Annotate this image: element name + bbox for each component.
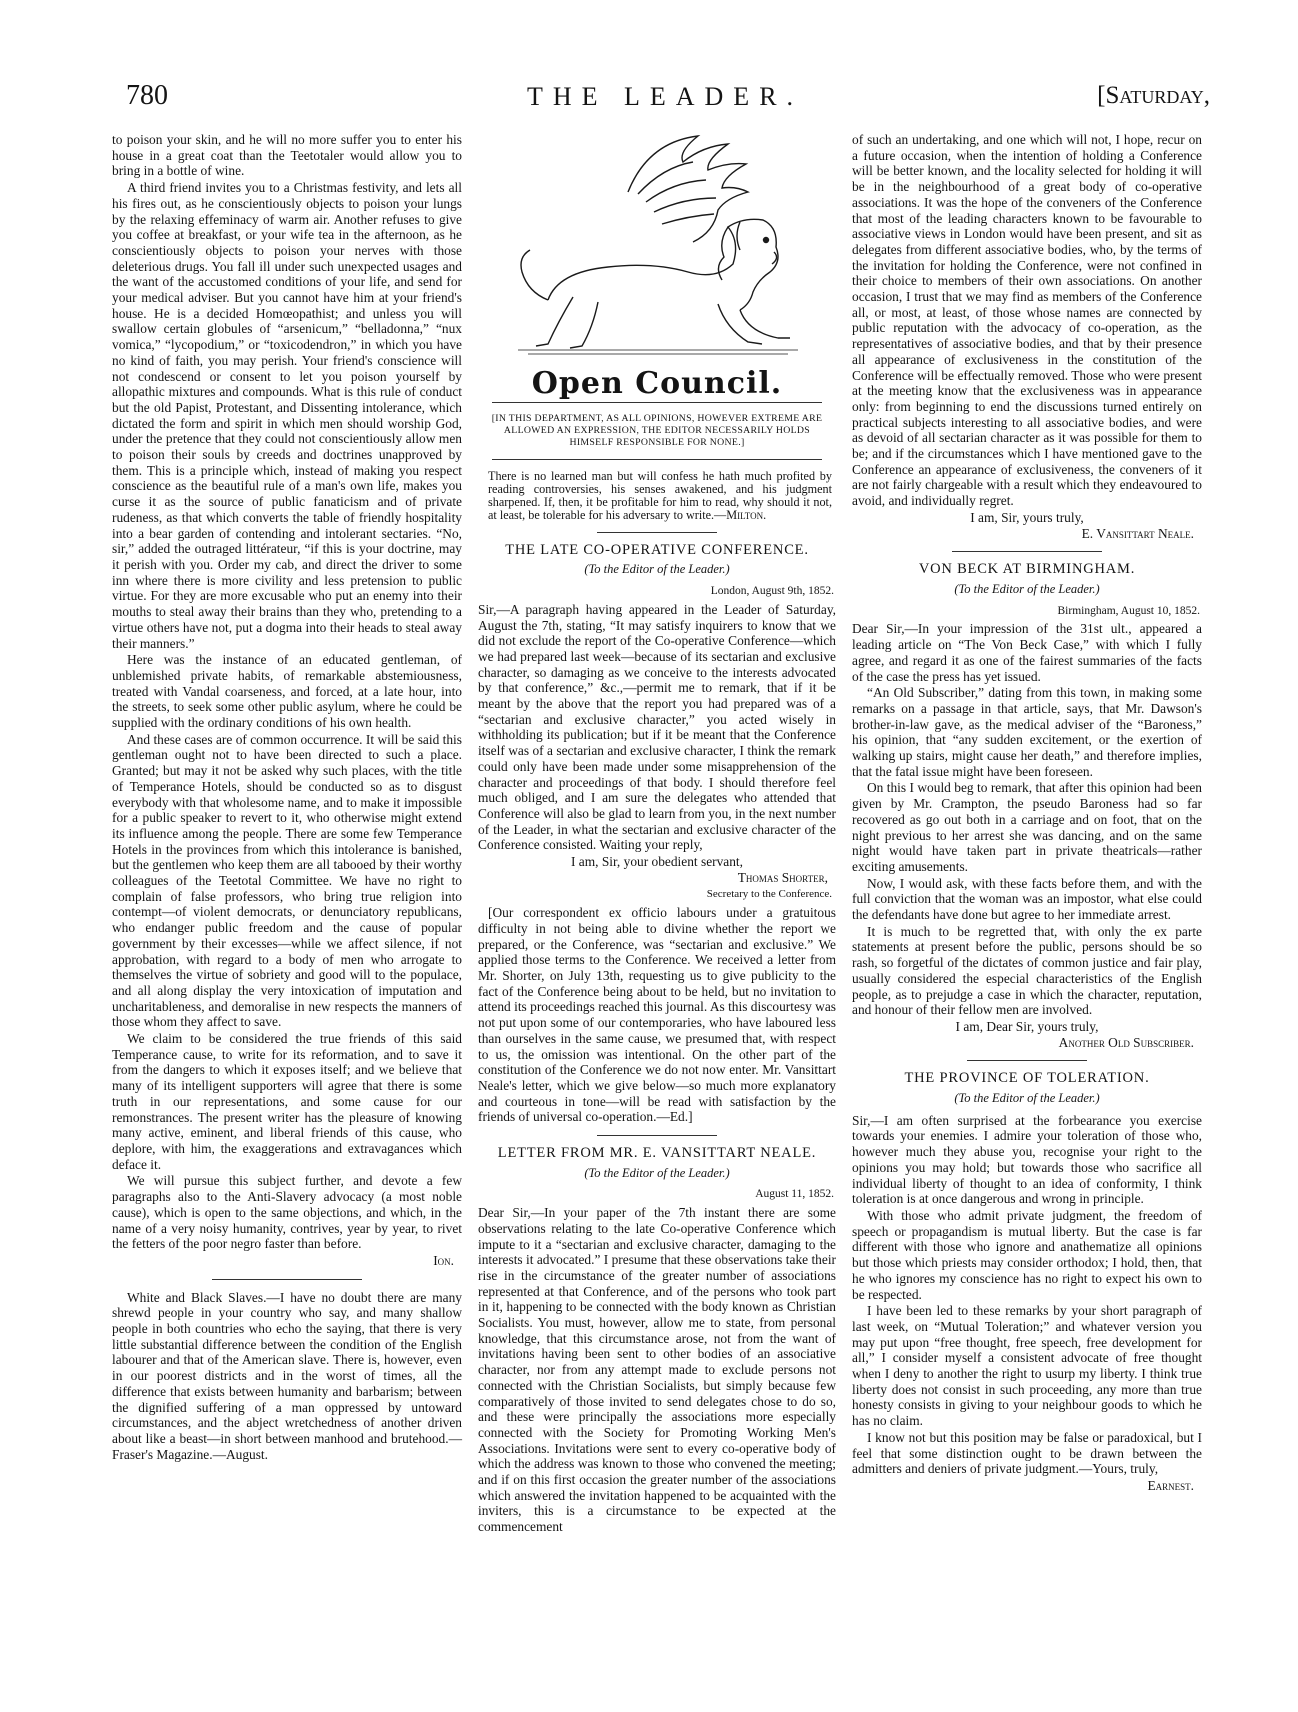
divider <box>952 551 1102 552</box>
letter-body: Dear Sir,—In your paper of the 7th instant there are some observations relating to the late Co-operative Conference which impute to it a “sectarian and exclusive character, damaging to the interests it advocated.” I presume that these observations take their rise in the circumstance of the greater number of associations represented at that Conference, and of the persons who took part in it, happening to be connected with the body known as Christian Socialists. You must, however, allow me to state, from personal knowledge, that this circumstance arose, not from the want of invitations having been sent to other bodies of an associative character, nor from any attempt made to exclude persons not connected with the Christian Socialists, but simply because few comparatively of those invited to send delegates chose to do so, and these were principally the associations more especially connected with the Society for Promoting Working Men's Associations. Invitations were sent to every co-operative body of which the address was known to those who convened the meeting; and if on this first occasion the greater number of the associations which answered the invitation happened to be acquainted with the inviters, this is a circumstance to be expected at the commencement <box>478 1205 836 1535</box>
column-1 <box>112 132 462 1463</box>
signature-title: Secretary to the Conference. <box>706 888 832 901</box>
article-addressee: (To the Editor of the Leader.) <box>954 1091 1100 1106</box>
paragraph: Now, I would ask, with these facts before them, and with the full conviction that the woman was an impostor, what else could the defendants have done but agree to her immediate arrest. <box>852 875 1202 923</box>
editor-notice: [IN THIS DEPARTMENT, AS ALL OPINIONS, HOWEVER EXTREME ARE ALLOWED AN EXPRESSION, THE EDITOR NECESSARILY HOLDS HIMSELF RESPONSIBLE FOR NONE.] <box>491 412 823 448</box>
article-addressee: (To the Editor of the Leader.) <box>584 562 730 577</box>
divider <box>492 459 821 460</box>
quote-text: There is no learned man but will confess he hath much profited by reading controversies, his senses awakened, and his judgment sharpened. If, then, it be profitable for him to read, why should it not, at least, be tolerable for his adversary to write.— <box>488 468 832 522</box>
paragraph: A third friend invites you to a Christmas festivity, and lets all his fires out, as he conscientiously objects to poison your lungs by the relaxing effeminacy of warm air. Another refuses to give you coffee at breakfast, or your wife tea in the afternoon, as he conscientiously objects to poison your nerves with those deleterious drugs. You fall ill under such unexpected usages and the want of the accustomed conditions of your life, and send for your medical adviser. But you cannot have him at your friend's house. He is a decided Homœopathist; and unless you will swallow certain globules of “arsenicum,” “belladonna,” “nux vomica,” “lycopodium,” or “toxicodendron,” in which you have no kind of faith, you may perish. Your friend's conscience will not condescend or consent to let you poison yourself by allopathic mixtures and compounds. What is this rule of conduct but the old Papist, Protestant, and Dissenting intolerance, which dictated the form and spirit in which men should worship God, under the pretence that they could not conscientiously allow men to poison their souls by creeds and doctrines unapproved by them. This is a principle which, instead of making you respect conscience as the beautiful rule of a man's own life, makes you curse it as the source of public fanaticism and of private rudeness, as that which converts the table of friendly hospitality into a bear garden of contending and intolerant sectaries. “No, sir,” added the outraged littérateur, “if this is your doctrine, may it perish with you. Order my cab, and direct the driver to some inn where there is more civility and less pretension to public virtue. For they are more excusable who put an enemy into their mouths to steal away their brains than they who, pretending to a virtue others have not, put a dogma into their heads to steal away their manners.” <box>112 180 462 651</box>
paragraph: We claim to be considered the true friends of this said Temperance cause, to write for its reformation, and to save it from the dangers to which it exposes itself; and we believe that many of its intelligent supporters will agree that there is some truth in our representations, and some cause for our remonstrances. The present writer has the pleasure of knowing many active, eminent, and liberal friends of this cause, who deplore, with him, the exaggerations and extravagances which deface it. <box>112 1031 462 1172</box>
paragraph: It is much to be regretted that, with only the ex parte statements at present before the public, persons should be so rash, so forgetful of the dictates of common justice and fair play, usually considered the especial characteristics of the English people, as to prejudge a case in which the character, reputation, and honour of their fellow men are involved. <box>852 923 1202 1018</box>
paragraph: I know not but this position may be false or paradoxical, but I feel that some distinction ought to be drawn between the admitters and deniers of private judgment.—Yours, truly, <box>852 1429 1202 1477</box>
divider <box>597 532 717 533</box>
article-title: THE PROVINCE OF TOLERATION. <box>904 1070 1150 1087</box>
column-2 <box>478 132 836 1536</box>
milton-quote <box>488 470 832 522</box>
section-title-open-council: Open Council. <box>531 366 783 401</box>
article-title: VON BECK AT BIRMINGHAM. <box>918 561 1136 578</box>
paragraph: Dear Sir,—In your impression of the 31st ult., appeared a leading article on “The Von Beck Case,” with which I fully agree, and regard it as one of the fairest summaries of the facts of the case the press has yet issued. <box>852 621 1202 684</box>
letter-signature: Earnest. <box>1147 1477 1194 1493</box>
page-header <box>120 80 1210 120</box>
letter-signature: E. Vansittart Neale. <box>1081 525 1194 541</box>
article-date: Birmingham, August 10, 1852. <box>1057 604 1200 617</box>
article-date: London, August 9th, 1852. <box>710 585 834 598</box>
letter-closing: I am, Dear Sir, yours truly, <box>955 1018 1099 1034</box>
paragraph: Sir,—I am often surprised at the forbearance you exercise towards your enemies. I admire your toleration of those who, however much they abuse you, recognise your right to the opinions you may hold; but towards those who sacrifice all individual liberty of thought to an idea of conformity, I think toleration is at once dangerous and wrong in principle. <box>852 1112 1202 1207</box>
article-title: LETTER FROM MR. E. VANSITTART NEALE. <box>497 1145 817 1162</box>
letter-closing: I am, Sir, your obedient servant, <box>570 854 743 870</box>
paragraph: “An Old Subscriber,” dating from this town, in making some remarks on a passage in that article, says, that Mr. Dawson's brother-in-law gave, as the medical adviser of the “Baroness,” his opinion, that “any sudden excitement, or the exertion of walking up stairs, might cause her death,” and therefore implies, that the fatal issue might have been foreseen. <box>852 685 1202 779</box>
winged-lion-icon <box>478 132 836 382</box>
page-number: 780 <box>126 80 168 111</box>
article-addressee: (To the Editor of the Leader.) <box>954 581 1100 596</box>
article-addressee: (To the Editor of the Leader.) <box>584 1165 730 1180</box>
paragraph: Here was the instance of an educated gentleman, of unblemished private habits, of remarkable abstemiousness, treated with Vandal coarseness, and forced, at a late hour, into the streets, to seek some other public asylum, where he could be supplied with the ordinary conditions of his own health. <box>112 652 462 731</box>
letter-closing: I am, Sir, yours truly, <box>970 509 1084 525</box>
white-black-slaves-paragraph: White and Black Slaves.—I have no doubt there are many shrewd people in your country who say, and many shallow people in both countries who echo the saying, that there is very little substantial difference between the condition of the English labourer and that of the American slave. There is, however, even in our poorest districts and in the worst of times, all the difference that exists between humanity and barbarism; between the dignified suffering of a man oppressed by untoward circumstances, and the abject wretchedness of another driven about like a beast—in short between manhood and brutehood.—Fraser's Magazine.—August. <box>112 1289 462 1462</box>
article-title: THE LATE CO-OPERATIVE CONFERENCE. <box>505 541 809 558</box>
divider <box>597 1135 717 1136</box>
paragraph: With those who admit private judgment, the freedom of speech or propagandism is mutual liberty. But the case is far different with those who ignore and anathematize all opinions but those which priests may consider orthodox; I hold, then, that he who ignores my conscience has no right to expect his own to be respected. <box>852 1208 1202 1302</box>
paragraph: I have been led to these remarks by your short paragraph of last week, on “Mutual Toleration;” and whatever version you may put upon “free thought, free speech, free development for all,” I consider myself a consistent advocate of free thought when I deny to another the right to usurp my liberty. I think true liberty does not consist in such proceeding, any more than true honesty consists in giving to your neighbour goods to which he has no claim. <box>852 1303 1202 1429</box>
paragraph: On this I would beg to remark, that after this opinion had been given by Mr. Crampton, the pseudo Baroness had so far recovered as go out both in a carriage and on foot, that on the night previous to her arrest she was dancing, and on the same night would have taken part in private theatricals—rather exciting amusements. <box>852 780 1202 874</box>
letter-body: Sir,—A paragraph having appeared in the Leader of Saturday, August the 7th, stating, “It may satisfy inquirers to know that we did not exclude the report of the Co-operative Conference—which we had prepared last week—because of its sectarian and exclusive character, so damaging as we conceive to the interests advocated by that conference,” &c.,—permit me to remark, that if it be meant by the above that the report you had prepared was of a “sectarian and exclusive character,” you acted wisely in withholding its publication; but if it be meant that the Conference itself was of a sectarian and exclusive character, I think the remark could only have been made under some misapprehension of the character and proceedings of that body. I should therefore feel much obliged, and I am sure the delegates who attended that Conference will also be glad to learn from you, in the next number of the Leader, in what the sectarian and exclusive character of the Conference consisted. Waiting your reply, <box>478 601 836 853</box>
quote-source: Milton. <box>726 507 767 522</box>
letter-signature: Thomas Shorter, <box>737 869 828 885</box>
header-day: [Saturday, <box>1097 82 1210 109</box>
paragraph: to poison your skin, and he will no more suffer you to enter his house in a great coat than the Teetotaler would allow you to bring in a bottle of wine. <box>112 132 462 179</box>
divider <box>212 1279 362 1280</box>
signature-ion: Ion. <box>433 1252 454 1268</box>
paragraph: And these cases are of common occurrence. It will be said this gentleman ought not to have been directed to such a place. Granted; but may it not be asked why such places, with the title of Temperance Hotels, should be conducted so as to disgust everybody with that wholesome name, and to make it impossible for a public speaker to revert to it, who otherwise might extend its influence among the people. There are some few Temperance Hotels in the provinces from which this intolerance is banished, but the gentlemen who keep them are all tabooed by their worthy colleagues of the Teetotal Committee. We have no right to complain of false professors, who bring true religion into contempt—of violent democrats, or denunciatory republicans, who endanger public freedom and the cause of popular government by their excesses—while we affect silence, if not approbation, with regard to a body of men who arrogate to themselves the virtue of sobriety and good will to the populace, and all along display the very intoxication of imputation and uncharitableness, and demoralise in new respects the manners of those whom they affect to save. <box>112 731 462 1030</box>
letter-signature: Another Old Subscriber. <box>1058 1034 1194 1050</box>
paragraph: We will pursue this subject further, and devote a few paragraphs also to the Anti-Slavery advocacy (a most noble cause), which is open to the same objections, and which, in the name of a very noisy humanity, contrives, year by year, to rivet the fetters of the poor negro faster than before. <box>112 1173 462 1252</box>
open-council-illustration <box>478 132 836 382</box>
divider <box>967 1060 1087 1061</box>
column-3 <box>852 132 1202 1496</box>
divider <box>492 402 821 403</box>
editor-note: [Our correspondent ex officio labours under a gratuitous difficulty in not being able to divine whether the report we prepared, or the Conference, was “sectarian and exclusive.” We applied those terms to the Conference. We received a letter from Mr. Shorter, on July 13th, requesting us to give publicity to the fact of the Conference being about to be held, but no invitation to attend its proceedings reached this journal. As this discourtesy was not put upon some of our contemporaries, who have laboured less than ourselves in the same cause, we presumed that, with respect to us, the omission was intentional. On the other part of the constitution of the Conference we do not now enter. Mr. Vansittart Neale's letter, which we give below—so much more explanatory and courteous in tone—will be read with satisfaction by the friends of universal co-operation.—Ed.] <box>478 905 836 1125</box>
article-date: August 11, 1852. <box>755 1188 834 1201</box>
continued-letter: of such an undertaking, and one which will not, I hope, recur on a future occasion, when the intention of holding a Conference will be better known, and the locality selected for holding it will be in the neighbourhood of a great body of co-operative associations. It was the hope of the conveners of the Conference that most of the leading characters known to be favourable to associative views in London would have been present, and sit as delegates from different associative bodies, who, by the terms of the invitation for holding the Conference, were not confined in their choice to members of their own associations. On another occasion, I trust that we may find as members of the Conference all, or most, at least, of those whose names are connected by public reputation with the advocacy of co-operation, as the representatives of associative bodies, and that by their presence all appearance of exclusiveness in the constitution of the Conference will be effectually removed. Those who were present at the meeting know that the exclusiveness was in appearance only: from beginning to end the discussions turned entirely on practical subjects interesting to all associative bodies, and were as devoid of all sectarian character as it was possible for them to be; and if the circumstances which I have mentioned gave to the Conference an appearance of exclusiveness, the conveners of it are not fairly chargeable with a result which they endeavoured to avoid, and individually regret. <box>852 132 1202 509</box>
masthead-title: THE LEADER. <box>526 82 804 111</box>
